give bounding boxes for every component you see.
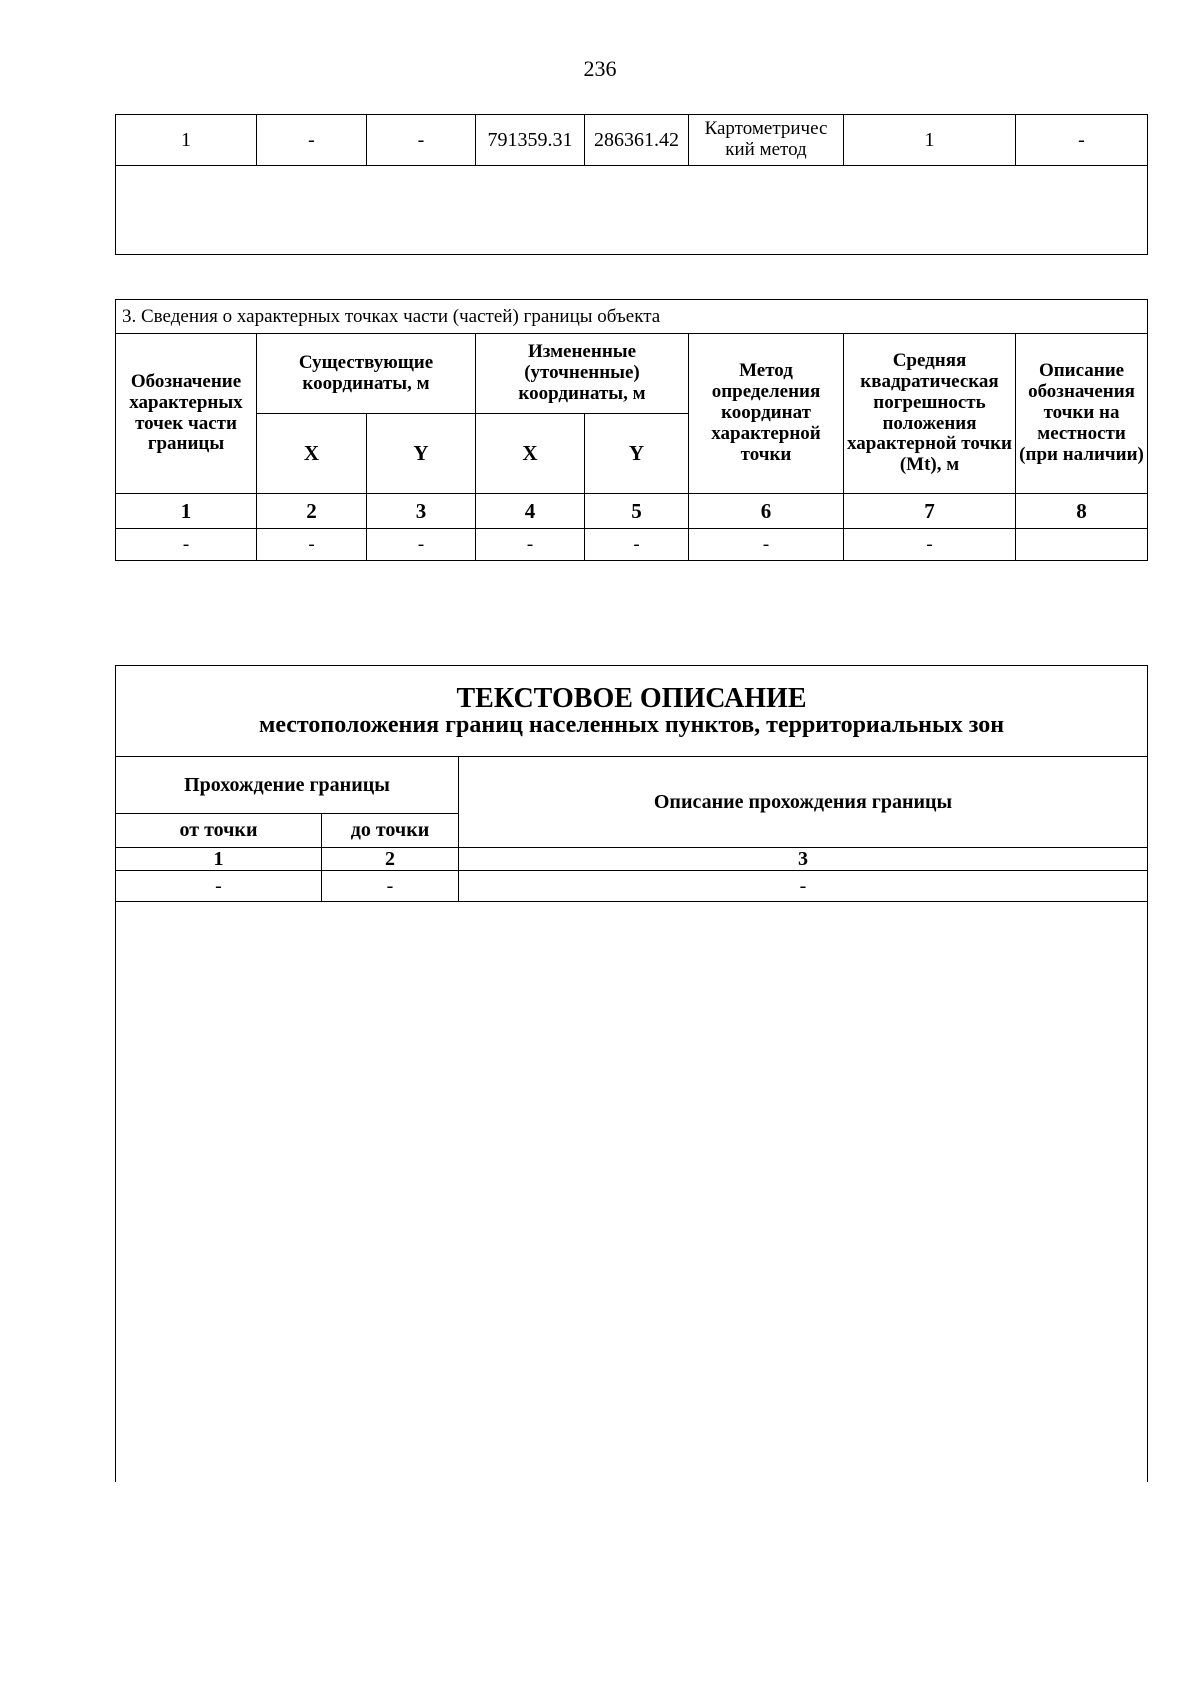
- column-number: 1: [116, 494, 257, 529]
- header-from-point: от точки: [116, 814, 322, 848]
- table-cell: -: [1016, 115, 1148, 166]
- header-y: Y: [585, 414, 689, 494]
- table-empty-area: [116, 902, 1148, 1483]
- boundary-part-points-table: [115, 299, 1148, 561]
- text-description-table: [115, 665, 1148, 1482]
- table-row: [116, 871, 1148, 902]
- table-cell: 791359.31: [476, 115, 585, 166]
- column-number: 1: [116, 848, 322, 871]
- table-cell: -: [459, 871, 1148, 902]
- header-y: Y: [367, 414, 476, 494]
- empty-cell: [116, 166, 1148, 255]
- table-cell: -: [116, 871, 322, 902]
- column-number: 7: [844, 494, 1016, 529]
- table-cell: -: [367, 529, 476, 561]
- table-empty-row: [116, 166, 1148, 255]
- table-cell: 286361.42: [585, 115, 689, 166]
- header-passage: Прохождение границы: [116, 757, 459, 814]
- column-numbers-row: [116, 848, 1148, 871]
- table-cell: -: [116, 529, 257, 561]
- header-changed-coordinates: Измененные (уточненные) координаты, м: [476, 334, 689, 414]
- table-cell: -: [322, 871, 459, 902]
- header-method: Метод определения координат характерной точки: [689, 334, 844, 494]
- table-cell: -: [689, 529, 844, 561]
- table-caption: 3. Сведения о характерных точках части (частей) границы объекта: [116, 300, 1148, 334]
- column-numbers-row: [116, 494, 1148, 529]
- table-cell: [1016, 529, 1148, 561]
- empty-cell: [116, 902, 1148, 1483]
- section-title: [116, 666, 1148, 757]
- table-cell: -: [844, 529, 1016, 561]
- header-designation: Обозначение характерных точек части границы: [116, 334, 257, 494]
- table-row: [116, 529, 1148, 561]
- table-cell: -: [476, 529, 585, 561]
- header-x: X: [476, 414, 585, 494]
- header-error: Средняя квадратическая погрешность положения характерной точки (Mt), м: [844, 334, 1016, 494]
- table-cell: -: [257, 115, 367, 166]
- coordinates-table-continued: [115, 114, 1148, 255]
- header-existing-coordinates: Существующие координаты, м: [257, 334, 476, 414]
- table-cell: 1: [844, 115, 1016, 166]
- column-number: 3: [459, 848, 1148, 871]
- title-main: ТЕКСТОВОЕ ОПИСАНИЕ: [456, 683, 807, 714]
- column-number: 8: [1016, 494, 1148, 529]
- table-cell: 1: [116, 115, 257, 166]
- column-number: 2: [322, 848, 459, 871]
- column-number: 4: [476, 494, 585, 529]
- title-subtitle: местоположения границ населенных пунктов, территориальных зон: [258, 712, 1005, 738]
- header-to-point: до точки: [322, 814, 459, 848]
- column-number: 5: [585, 494, 689, 529]
- column-number: 3: [367, 494, 476, 529]
- table-cell: -: [257, 529, 367, 561]
- header-x: X: [257, 414, 367, 494]
- column-number: 6: [689, 494, 844, 529]
- table-row: [116, 115, 1148, 166]
- table-cell: -: [367, 115, 476, 166]
- page-number: 236: [583, 56, 617, 81]
- header-passage-description: Описание прохождения границы: [459, 757, 1148, 848]
- header-description: Описание обозначения точки на местности (при наличии): [1016, 334, 1148, 494]
- column-number: 2: [257, 494, 367, 529]
- table-cell-method: Картометричес кий метод: [689, 115, 844, 166]
- table-cell: -: [585, 529, 689, 561]
